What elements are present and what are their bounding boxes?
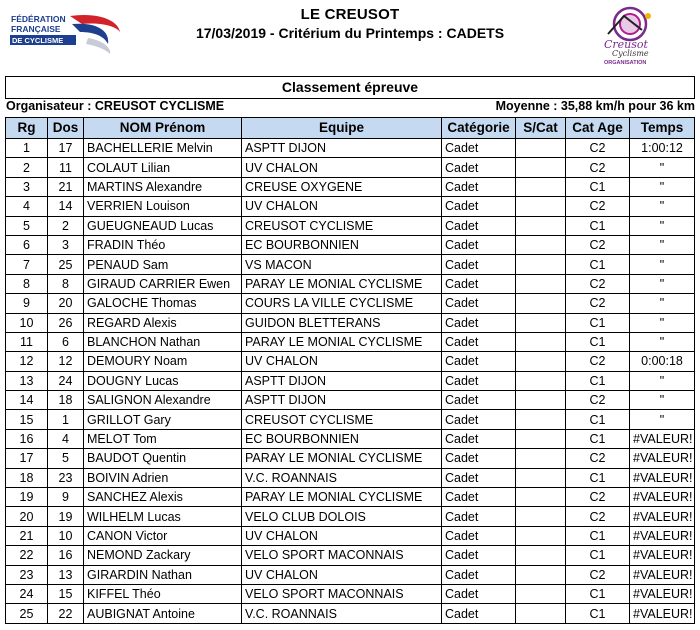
subcategory-cell bbox=[516, 488, 566, 507]
age-category-cell: C1 bbox=[566, 584, 630, 603]
category-cell: Cadet bbox=[442, 449, 516, 468]
col-header-equipe: Equipe bbox=[242, 118, 442, 139]
age-category-cell: C2 bbox=[566, 197, 630, 216]
bib-cell: 15 bbox=[48, 584, 84, 603]
cc-logo-line1: Creusot bbox=[604, 38, 648, 51]
rider-name-cell: VERRIEN Louison bbox=[84, 197, 242, 216]
bib-cell: 21 bbox=[48, 177, 84, 196]
age-category-cell: C1 bbox=[566, 177, 630, 196]
category-cell: Cadet bbox=[442, 216, 516, 235]
team-cell: EC BOURBONNIEN bbox=[242, 235, 442, 254]
rider-name-cell: BAUDOT Quentin bbox=[84, 449, 242, 468]
rank-cell: 18 bbox=[6, 468, 48, 487]
bib-cell: 2 bbox=[48, 216, 84, 235]
bib-cell: 23 bbox=[48, 468, 84, 487]
age-category-cell: C1 bbox=[566, 410, 630, 429]
subcategory-cell bbox=[516, 294, 566, 313]
age-category-cell: C1 bbox=[566, 468, 630, 487]
team-cell: COURS LA VILLE CYCLISME bbox=[242, 294, 442, 313]
time-cell: " bbox=[630, 216, 695, 235]
creusot-cyclisme-logo bbox=[596, 4, 666, 66]
category-cell: Cadet bbox=[442, 429, 516, 448]
rider-name-cell: SALIGNON Alexandre bbox=[84, 391, 242, 410]
category-cell: Cadet bbox=[442, 139, 516, 158]
table-row bbox=[6, 468, 695, 487]
results-table bbox=[5, 117, 695, 624]
category-cell: Cadet bbox=[442, 274, 516, 293]
subcategory-cell bbox=[516, 507, 566, 526]
rider-name-cell: FRADIN Théo bbox=[84, 235, 242, 254]
subcategory-cell bbox=[516, 332, 566, 351]
organizer-label: Organisateur : CREUSOT CYCLISME bbox=[6, 99, 225, 113]
bib-cell: 17 bbox=[48, 139, 84, 158]
subcategory-cell bbox=[516, 255, 566, 274]
subcategory-cell bbox=[516, 313, 566, 332]
bib-cell: 1 bbox=[48, 410, 84, 429]
time-cell: #VALEUR! bbox=[630, 429, 695, 448]
category-cell: Cadet bbox=[442, 197, 516, 216]
category-cell: Cadet bbox=[442, 332, 516, 351]
category-cell: Cadet bbox=[442, 468, 516, 487]
category-cell: Cadet bbox=[442, 488, 516, 507]
time-cell: 1:00:12 bbox=[630, 139, 695, 158]
category-cell: Cadet bbox=[442, 546, 516, 565]
rider-name-cell: COLAUT Lilian bbox=[84, 158, 242, 177]
time-cell: " bbox=[630, 371, 695, 390]
rank-cell: 20 bbox=[6, 507, 48, 526]
table-row bbox=[6, 526, 695, 545]
bib-cell: 10 bbox=[48, 526, 84, 545]
bib-cell: 8 bbox=[48, 274, 84, 293]
table-row bbox=[6, 139, 695, 158]
rank-cell: 23 bbox=[6, 565, 48, 584]
ffc-logo-line3: DE CYCLISME bbox=[12, 36, 64, 45]
bib-cell: 3 bbox=[48, 235, 84, 254]
team-cell: PARAY LE MONIAL CYCLISME bbox=[242, 449, 442, 468]
subcategory-cell bbox=[516, 158, 566, 177]
bib-cell: 18 bbox=[48, 391, 84, 410]
team-cell: V.C. ROANNAIS bbox=[242, 604, 442, 623]
team-cell: PARAY LE MONIAL CYCLISME bbox=[242, 488, 442, 507]
col-header-cat-age: Cat Age bbox=[566, 118, 630, 139]
subcategory-cell bbox=[516, 449, 566, 468]
age-category-cell: C1 bbox=[566, 371, 630, 390]
table-row bbox=[6, 332, 695, 351]
team-cell: ASPTT DIJON bbox=[242, 139, 442, 158]
team-cell: VS MACON bbox=[242, 255, 442, 274]
subcategory-cell bbox=[516, 371, 566, 390]
document-header bbox=[0, 0, 700, 74]
category-cell: Cadet bbox=[442, 565, 516, 584]
age-category-cell: C2 bbox=[566, 488, 630, 507]
rank-cell: 8 bbox=[6, 274, 48, 293]
time-cell: " bbox=[630, 391, 695, 410]
rider-name-cell: PENAUD Sam bbox=[84, 255, 242, 274]
bib-cell: 9 bbox=[48, 488, 84, 507]
subcategory-cell bbox=[516, 468, 566, 487]
age-category-cell: C2 bbox=[566, 294, 630, 313]
team-cell: UV CHALON bbox=[242, 352, 442, 371]
age-category-cell: C2 bbox=[566, 565, 630, 584]
team-cell: PARAY LE MONIAL CYCLISME bbox=[242, 332, 442, 351]
rank-cell: 5 bbox=[6, 216, 48, 235]
bib-cell: 25 bbox=[48, 255, 84, 274]
rank-cell: 13 bbox=[6, 371, 48, 390]
rider-name-cell: GIRARDIN Nathan bbox=[84, 565, 242, 584]
table-row bbox=[6, 604, 695, 623]
bib-cell: 11 bbox=[48, 158, 84, 177]
col-header-scat: S/Cat bbox=[516, 118, 566, 139]
team-cell: VELO CLUB DOLOIS bbox=[242, 507, 442, 526]
age-category-cell: C1 bbox=[566, 216, 630, 235]
rank-cell: 15 bbox=[6, 410, 48, 429]
rank-cell: 6 bbox=[6, 235, 48, 254]
subcategory-cell bbox=[516, 352, 566, 371]
rank-cell: 16 bbox=[6, 429, 48, 448]
time-cell: " bbox=[630, 235, 695, 254]
team-cell: EC BOURBONNIEN bbox=[242, 429, 442, 448]
team-cell: VELO SPORT MACONNAIS bbox=[242, 546, 442, 565]
table-row bbox=[6, 546, 695, 565]
bib-cell: 4 bbox=[48, 429, 84, 448]
time-cell: #VALEUR! bbox=[630, 468, 695, 487]
rider-name-cell: BACHELLERIE Melvin bbox=[84, 139, 242, 158]
col-header-rg: Rg bbox=[6, 118, 48, 139]
subcategory-cell bbox=[516, 410, 566, 429]
age-category-cell: C2 bbox=[566, 352, 630, 371]
table-row bbox=[6, 410, 695, 429]
category-cell: Cadet bbox=[442, 584, 516, 603]
table-row bbox=[6, 391, 695, 410]
subcategory-cell bbox=[516, 429, 566, 448]
bib-cell: 22 bbox=[48, 604, 84, 623]
table-row bbox=[6, 352, 695, 371]
team-cell: PARAY LE MONIAL CYCLISME bbox=[242, 274, 442, 293]
subcategory-cell bbox=[516, 526, 566, 545]
age-category-cell: C2 bbox=[566, 158, 630, 177]
category-cell: Cadet bbox=[442, 391, 516, 410]
age-category-cell: C2 bbox=[566, 235, 630, 254]
team-cell: UV CHALON bbox=[242, 158, 442, 177]
age-category-cell: C2 bbox=[566, 449, 630, 468]
table-row bbox=[6, 274, 695, 293]
team-cell: CREUSOT CYCLISME bbox=[242, 216, 442, 235]
time-cell: 0:00:18 bbox=[630, 352, 695, 371]
table-row bbox=[6, 488, 695, 507]
rider-name-cell: AUBIGNAT Antoine bbox=[84, 604, 242, 623]
age-category-cell: C1 bbox=[566, 546, 630, 565]
rank-cell: 3 bbox=[6, 177, 48, 196]
time-cell: #VALEUR! bbox=[630, 546, 695, 565]
rank-cell: 24 bbox=[6, 584, 48, 603]
bib-cell: 14 bbox=[48, 197, 84, 216]
subcategory-cell bbox=[516, 139, 566, 158]
subcategory-cell bbox=[516, 546, 566, 565]
table-row bbox=[6, 216, 695, 235]
table-row bbox=[6, 177, 695, 196]
team-cell: ASPTT DIJON bbox=[242, 391, 442, 410]
table-row bbox=[6, 255, 695, 274]
category-cell: Cadet bbox=[442, 526, 516, 545]
rank-cell: 1 bbox=[6, 139, 48, 158]
subcategory-cell bbox=[516, 235, 566, 254]
rank-cell: 10 bbox=[6, 313, 48, 332]
rider-name-cell: GUEUGNEAUD Lucas bbox=[84, 216, 242, 235]
rank-cell: 7 bbox=[6, 255, 48, 274]
rider-name-cell: CANON Victor bbox=[84, 526, 242, 545]
subcategory-cell bbox=[516, 177, 566, 196]
bib-cell: 24 bbox=[48, 371, 84, 390]
time-cell: " bbox=[630, 410, 695, 429]
rider-name-cell: WILHELM Lucas bbox=[84, 507, 242, 526]
table-row bbox=[6, 429, 695, 448]
ffc-logo-line1: FÉDÉRATION bbox=[11, 14, 66, 24]
table-row bbox=[6, 158, 695, 177]
age-category-cell: C1 bbox=[566, 429, 630, 448]
time-cell: #VALEUR! bbox=[630, 604, 695, 623]
bib-cell: 20 bbox=[48, 294, 84, 313]
col-header-temps: Temps bbox=[630, 118, 695, 139]
time-cell: #VALEUR! bbox=[630, 584, 695, 603]
col-header-nom: NOM Prénom bbox=[84, 118, 242, 139]
time-cell: #VALEUR! bbox=[630, 507, 695, 526]
rider-name-cell: GIRAUD CARRIER Ewen bbox=[84, 274, 242, 293]
rank-cell: 9 bbox=[6, 294, 48, 313]
age-category-cell: C1 bbox=[566, 313, 630, 332]
age-category-cell: C2 bbox=[566, 274, 630, 293]
age-category-cell: C2 bbox=[566, 391, 630, 410]
cc-logo-line2: Cyclisme bbox=[612, 49, 649, 58]
team-cell: CREUSE OXYGENE bbox=[242, 177, 442, 196]
subcategory-cell bbox=[516, 604, 566, 623]
time-cell: #VALEUR! bbox=[630, 565, 695, 584]
team-cell: ASPTT DIJON bbox=[242, 371, 442, 390]
rider-name-cell: REGARD Alexis bbox=[84, 313, 242, 332]
rank-cell: 2 bbox=[6, 158, 48, 177]
team-cell: CREUSOT CYCLISME bbox=[242, 410, 442, 429]
category-cell: Cadet bbox=[442, 410, 516, 429]
time-cell: " bbox=[630, 313, 695, 332]
age-category-cell: C1 bbox=[566, 332, 630, 351]
team-cell: UV CHALON bbox=[242, 197, 442, 216]
rider-name-cell: MARTINS Alexandre bbox=[84, 177, 242, 196]
rider-name-cell: SANCHEZ Alexis bbox=[84, 488, 242, 507]
category-cell: Cadet bbox=[442, 255, 516, 274]
team-cell: GUIDON BLETTERANS bbox=[242, 313, 442, 332]
time-cell: " bbox=[630, 294, 695, 313]
time-cell: " bbox=[630, 274, 695, 293]
time-cell: #VALEUR! bbox=[630, 526, 695, 545]
rider-name-cell: BOIVIN Adrien bbox=[84, 468, 242, 487]
rank-cell: 4 bbox=[6, 197, 48, 216]
rider-name-cell: MELOT Tom bbox=[84, 429, 242, 448]
team-cell: UV CHALON bbox=[242, 526, 442, 545]
rank-cell: 21 bbox=[6, 526, 48, 545]
race-info bbox=[5, 99, 695, 115]
rider-name-cell: KIFFEL Théo bbox=[84, 584, 242, 603]
rank-cell: 17 bbox=[6, 449, 48, 468]
table-row bbox=[6, 313, 695, 332]
table-row bbox=[6, 584, 695, 603]
category-cell: Cadet bbox=[442, 352, 516, 371]
team-cell: UV CHALON bbox=[242, 565, 442, 584]
subcategory-cell bbox=[516, 584, 566, 603]
average-speed-label: Moyenne : 35,88 km/h pour 36 km bbox=[495, 99, 695, 113]
page-title: LE CREUSOT bbox=[300, 6, 400, 23]
bib-cell: 12 bbox=[48, 352, 84, 371]
results-body bbox=[6, 139, 695, 624]
team-cell: VELO SPORT MACONNAIS bbox=[242, 584, 442, 603]
table-row bbox=[6, 565, 695, 584]
time-cell: " bbox=[630, 197, 695, 216]
rider-name-cell: GALOCHE Thomas bbox=[84, 294, 242, 313]
time-cell: " bbox=[630, 255, 695, 274]
table-row bbox=[6, 235, 695, 254]
rank-cell: 22 bbox=[6, 546, 48, 565]
time-cell: " bbox=[630, 332, 695, 351]
age-category-cell: C1 bbox=[566, 255, 630, 274]
rider-name-cell: DOUGNY Lucas bbox=[84, 371, 242, 390]
bib-cell: 16 bbox=[48, 546, 84, 565]
category-cell: Cadet bbox=[442, 158, 516, 177]
category-cell: Cadet bbox=[442, 294, 516, 313]
section-title: Classement épreuve bbox=[5, 76, 695, 99]
col-header-categorie: Catégorie bbox=[442, 118, 516, 139]
table-row bbox=[6, 449, 695, 468]
table-row bbox=[6, 294, 695, 313]
age-category-cell: C2 bbox=[566, 139, 630, 158]
time-cell: #VALEUR! bbox=[630, 488, 695, 507]
table-row bbox=[6, 197, 695, 216]
rank-cell: 12 bbox=[6, 352, 48, 371]
rider-name-cell: NEMOND Zackary bbox=[84, 546, 242, 565]
category-cell: Cadet bbox=[442, 177, 516, 196]
age-category-cell: C1 bbox=[566, 526, 630, 545]
time-cell: #VALEUR! bbox=[630, 449, 695, 468]
cc-logo-line3: ORGANISATION bbox=[604, 60, 647, 66]
team-cell: V.C. ROANNAIS bbox=[242, 468, 442, 487]
subcategory-cell bbox=[516, 216, 566, 235]
category-cell: Cadet bbox=[442, 313, 516, 332]
subcategory-cell bbox=[516, 197, 566, 216]
subcategory-cell bbox=[516, 391, 566, 410]
bib-cell: 6 bbox=[48, 332, 84, 351]
ffc-logo-line2: FRANÇAISE bbox=[11, 24, 61, 34]
bib-cell: 13 bbox=[48, 565, 84, 584]
bib-cell: 26 bbox=[48, 313, 84, 332]
time-cell: " bbox=[630, 158, 695, 177]
table-row bbox=[6, 371, 695, 390]
rider-name-cell: GRILLOT Gary bbox=[84, 410, 242, 429]
page-subtitle: 17/03/2019 - Critérium du Printemps : CADETS bbox=[195, 25, 505, 41]
rider-name-cell: BLANCHON Nathan bbox=[84, 332, 242, 351]
subcategory-cell bbox=[516, 565, 566, 584]
category-cell: Cadet bbox=[442, 235, 516, 254]
time-cell: " bbox=[630, 177, 695, 196]
rider-name-cell: DEMOURY Noam bbox=[84, 352, 242, 371]
age-category-cell: C1 bbox=[566, 604, 630, 623]
col-header-dos: Dos bbox=[48, 118, 84, 139]
table-row bbox=[6, 507, 695, 526]
rank-cell: 19 bbox=[6, 488, 48, 507]
category-cell: Cadet bbox=[442, 507, 516, 526]
category-cell: Cadet bbox=[442, 604, 516, 623]
ffc-logo bbox=[10, 10, 122, 56]
category-cell: Cadet bbox=[442, 371, 516, 390]
rank-cell: 14 bbox=[6, 391, 48, 410]
rank-cell: 11 bbox=[6, 332, 48, 351]
rank-cell: 25 bbox=[6, 604, 48, 623]
bib-cell: 19 bbox=[48, 507, 84, 526]
age-category-cell: C2 bbox=[566, 507, 630, 526]
table-header-row bbox=[6, 118, 695, 139]
bib-cell: 5 bbox=[48, 449, 84, 468]
subcategory-cell bbox=[516, 274, 566, 293]
